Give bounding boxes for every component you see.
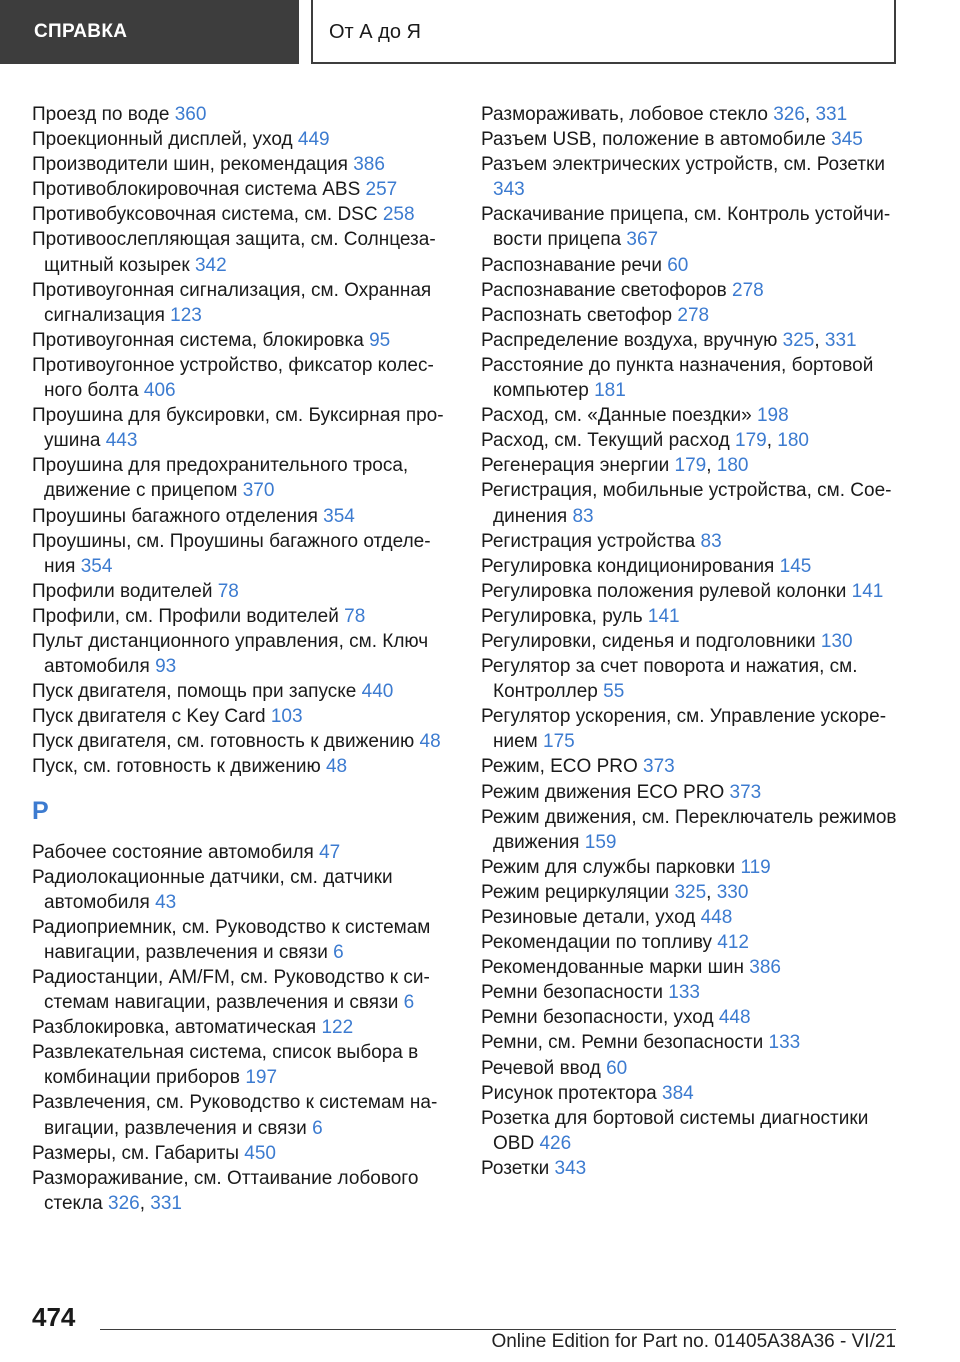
page-ref-link[interactable]: 179 xyxy=(735,430,767,452)
subsection-tab[interactable]: От А до Я xyxy=(311,0,896,64)
page-ref-link[interactable]: 258 xyxy=(382,204,415,226)
index-entry xyxy=(481,278,901,303)
index-entry-text: Регулятор за счет поворота и нажатия, см. Контроллер xyxy=(481,656,858,703)
index-entry-text: Регулировка, руль xyxy=(481,605,648,627)
index-entry xyxy=(32,177,452,202)
page-ref-link[interactable]: 342 xyxy=(194,254,227,276)
index-entry-text: Размораживание, см. Оттаивание лобового стекла xyxy=(32,1167,419,1214)
page-ref-link[interactable]: 345 xyxy=(831,129,863,151)
index-letter-heading: Р xyxy=(32,796,49,825)
index-entry-text: Пуск, см. готовность к движению xyxy=(32,756,326,778)
index-entry xyxy=(32,1040,452,1090)
index-entry xyxy=(481,554,901,579)
index-entry-text: Расстояние до пункта назначения, бортовой компьютер xyxy=(481,354,874,402)
page-ref-link[interactable]: 6 xyxy=(403,992,415,1014)
page-ref-link[interactable]: 141 xyxy=(647,605,680,627)
index-entry: Размораживание, см. Оттаивание лобового стекла 326, 331 xyxy=(32,1167,419,1214)
page-ref-link[interactable]: 48 xyxy=(325,756,348,778)
index-entry xyxy=(32,729,452,754)
index-entry xyxy=(32,604,452,629)
page-ref-link[interactable]: 179 xyxy=(674,455,707,477)
index-entry xyxy=(481,202,901,252)
page-ref-link[interactable]: 119 xyxy=(740,856,771,878)
index-entry-text: Развлечения, см. Руководство к системам навигации, развлечения и связи xyxy=(32,1092,438,1139)
page-ref-link[interactable]: 325 xyxy=(782,329,815,351)
page-ref-link[interactable]: 257 xyxy=(365,179,398,201)
page-ref-link[interactable]: 6 xyxy=(312,1117,323,1139)
page-ref-link[interactable]: 440 xyxy=(361,681,394,703)
index-entry xyxy=(481,604,901,629)
index-entry-text: Регистрация, мобильные устройства, см. Соединения xyxy=(481,480,892,527)
index-entry-text: Ремни, см. Ремни безопасности xyxy=(481,1032,769,1054)
index-entry-text: Пуск двигателя, см. готовность к движению xyxy=(32,731,420,753)
index-entry: Размораживать, лобовое стекло 326, 331 xyxy=(481,104,848,125)
page-ref-link[interactable]: 331 xyxy=(815,104,848,125)
index-entry-text: Радиолокационные датчики, см. датчики автомобиля xyxy=(32,866,393,913)
page-ref-link[interactable]: 60 xyxy=(667,254,689,276)
index-entry xyxy=(481,1106,901,1156)
page-ref-link[interactable]: 180 xyxy=(777,430,809,452)
index-entry-text: Противобуксовочная система, см. DSC xyxy=(32,204,383,226)
page-ref-link[interactable]: 373 xyxy=(643,756,675,778)
page-ref-link[interactable]: 103 xyxy=(270,706,303,728)
index-entry xyxy=(481,1056,901,1081)
index-entry xyxy=(32,1090,452,1140)
page-ref-link[interactable]: 331 xyxy=(824,329,857,351)
page-ref-link[interactable]: 43 xyxy=(155,891,177,913)
index-entry-text: Размораживать, лобовое стекло xyxy=(481,104,774,125)
index-entry xyxy=(32,227,452,277)
page-ref-link[interactable]: 60 xyxy=(606,1057,628,1079)
page-ref-link[interactable]: 133 xyxy=(768,1032,801,1054)
index-entry xyxy=(32,202,452,227)
index-entry-text: Размеры, см. Габариты xyxy=(32,1142,245,1164)
index-entry xyxy=(32,152,452,177)
page-ref-link[interactable]: 181 xyxy=(594,380,626,402)
page-ref-link[interactable]: 6 xyxy=(333,941,344,963)
index-entry xyxy=(481,152,901,202)
index-entry-text: Разъем USB, положение в автомобиле xyxy=(481,129,832,151)
page-ref-link[interactable]: 55 xyxy=(603,681,625,703)
index-entry xyxy=(32,453,452,503)
page-ref-link[interactable]: 197 xyxy=(245,1067,278,1089)
index-entry-text: Регулировка положения рулевой колонки xyxy=(481,580,852,602)
page-ref-link[interactable]: 426 xyxy=(539,1132,572,1154)
index-entry xyxy=(481,478,901,528)
index-entry xyxy=(481,403,901,428)
index-entry-text: Противоослепляющая защита, см. Солнцезащитный козырек xyxy=(32,229,436,276)
index-entry xyxy=(32,629,452,679)
page-ref-link[interactable]: 95 xyxy=(369,329,391,351)
index-entry-text: Резиновые детали, уход xyxy=(481,907,701,928)
page-ref-link[interactable]: 198 xyxy=(756,405,789,427)
index-entry-text: Режим рециркуляции xyxy=(481,881,675,903)
page-header xyxy=(0,0,960,66)
index-entry xyxy=(32,504,452,529)
index-entry-text: Разблокировка, автоматическая xyxy=(32,1017,322,1039)
index-entry-text: Противоугонная сигнализация, см. Охранная сигнализация xyxy=(32,279,432,326)
page-ref-link[interactable]: 48 xyxy=(419,731,441,753)
index-entry xyxy=(32,679,452,704)
page-ref-link[interactable]: 384 xyxy=(662,1082,694,1104)
index-entry-text: Проушины, см. Проушины багажного отделения xyxy=(32,530,431,577)
index-entry-text: Проушина для буксировки, см. Буксирная проушина xyxy=(32,405,444,452)
index-entry-text: Розетка для бортовой системы диагностики OBD xyxy=(481,1107,869,1154)
index-entry-text: Пуск двигателя с Key Card xyxy=(32,706,271,728)
index-entry-text: Распределение воздуха, вручную xyxy=(481,329,783,351)
index-entry xyxy=(481,855,901,880)
index-entry-text: Регистрация устройства xyxy=(481,530,701,552)
index-entry-text: Регулятор ускорения, см. Управление ускорением xyxy=(481,706,887,753)
page-ref-link[interactable]: 370 xyxy=(242,480,275,502)
page-ref-link[interactable]: 47 xyxy=(319,841,341,863)
page-ref-link[interactable]: 159 xyxy=(584,831,617,853)
page-ref-link[interactable]: 325 xyxy=(674,881,707,903)
index-entry-text: Ремни безопасности xyxy=(481,982,669,1004)
index-entry xyxy=(32,579,452,604)
index-entry-text: Пульт дистанционного управления, см. Ключ автомобиля xyxy=(32,630,429,678)
index-entry xyxy=(481,704,901,754)
index-entry-text: Проушина для предохранительного троса, движение с прицепом xyxy=(32,455,409,502)
index-entry xyxy=(32,704,452,729)
index-entry xyxy=(481,955,901,980)
index-entry xyxy=(32,754,452,779)
page-ref-link[interactable]: 406 xyxy=(143,380,176,402)
index-entry-text: Распознать светофор xyxy=(481,304,678,326)
index-entry xyxy=(481,754,901,779)
index-entry xyxy=(32,102,452,127)
index-entry-text: Ремни безопасности, уход xyxy=(481,1007,719,1029)
page-ref-link[interactable]: 386 xyxy=(353,154,385,176)
page-ref-link[interactable]: 443 xyxy=(105,430,138,452)
page-ref-link[interactable]: 326 xyxy=(108,1192,140,1214)
index-entry: Расход, см. Текущий расход 179, 180 xyxy=(481,430,809,452)
page-ref-link[interactable]: 133 xyxy=(668,982,700,1004)
page-ref-link[interactable]: 145 xyxy=(779,555,812,577)
index-entry-text: Регулировки, сиденья и подголовники xyxy=(481,630,821,652)
page-ref-link[interactable]: 343 xyxy=(493,179,525,201)
index-entry xyxy=(481,1081,901,1106)
index-entry-text: Режим движения, см. Переключатель режимов движения xyxy=(481,806,897,853)
index-entry-text: Противоблокировочная система ABS xyxy=(32,179,366,201)
page-ref-link[interactable]: 373 xyxy=(729,781,762,803)
index-entry-text: Проушины багажного отделения xyxy=(32,505,324,527)
index-entry-text: Профили, см. Профили водителей xyxy=(32,605,345,627)
index-entry-text: Противоугонная система, блокировка xyxy=(32,329,370,351)
index-entry-text: Режим, ECO PRO xyxy=(481,756,644,778)
page-ref-link[interactable]: 278 xyxy=(732,279,764,301)
page-ref-link[interactable]: 83 xyxy=(700,530,722,552)
page-ref-link[interactable]: 354 xyxy=(80,555,113,577)
page-ref-link[interactable]: 78 xyxy=(344,605,366,627)
index-entry: Распределение воздуха, вручную 325, 331 xyxy=(481,329,857,351)
index-entry: Регенерация энергии 179, 180 xyxy=(481,455,749,477)
index-entry xyxy=(32,915,452,965)
page-ref-link[interactable]: 123 xyxy=(170,304,202,326)
page-ref-link[interactable]: 278 xyxy=(677,304,710,326)
index-entry-text: Противоугонное устройство, фиксатор колесного болта xyxy=(32,354,434,402)
index-entry-text: Рабочее состояние автомобиля xyxy=(32,841,320,863)
index-entry xyxy=(32,1015,452,1040)
index-entry xyxy=(481,629,901,654)
page-ref-link[interactable]: 343 xyxy=(554,1157,587,1179)
page-number: 474 xyxy=(32,1302,76,1332)
index-entry-text: Разъем электрических устройств, см. Розетки xyxy=(481,154,885,176)
page-ref-link[interactable]: 448 xyxy=(718,1007,751,1029)
index-entry-text: Распознавание речи xyxy=(481,254,668,276)
index-entry xyxy=(32,965,452,1015)
page-ref-link[interactable]: 141 xyxy=(851,580,884,602)
page-ref-link[interactable]: 130 xyxy=(820,630,853,652)
index-column-right xyxy=(481,102,901,1181)
index-entry-text: Регулировка кондиционирования xyxy=(481,555,780,577)
index-entry-text: Раскачивание прицепа, см. Контроль устойчивости прицепа xyxy=(481,204,891,251)
index-entry xyxy=(481,654,901,704)
edition-label: Online Edition for Part no. 01405A38A36 - VI/21 xyxy=(491,1331,896,1352)
index-entry xyxy=(481,353,901,403)
section-tab[interactable]: СПРАВКА xyxy=(0,0,299,64)
footer-divider xyxy=(100,1329,896,1330)
index-entry xyxy=(32,278,452,328)
index-entry xyxy=(32,328,452,353)
index-entry xyxy=(481,805,901,855)
page-ref-link[interactable]: 449 xyxy=(297,129,330,151)
index-entry xyxy=(481,579,901,604)
page-ref-link[interactable]: 326 xyxy=(773,104,805,125)
page-ref-link[interactable]: 93 xyxy=(155,656,177,678)
index-entry-text: Проезд по воде xyxy=(32,104,175,125)
page-ref-link[interactable]: 78 xyxy=(217,580,239,602)
page-ref-link[interactable]: 367 xyxy=(626,229,659,251)
index-entry xyxy=(481,1156,901,1181)
index-entry-text: Рекомендованные марки шин xyxy=(481,957,750,979)
index-entry xyxy=(481,253,901,278)
index-entry-text: Розетки xyxy=(481,1157,555,1179)
index-entry-text: Расход, см. «Данные поездки» xyxy=(481,405,757,427)
index-entry xyxy=(481,303,901,328)
page-ref-link[interactable]: 331 xyxy=(150,1192,182,1214)
index-entry xyxy=(32,840,452,865)
page-ref-link[interactable]: 450 xyxy=(244,1142,276,1164)
index-entry-text: Рисунок протектора xyxy=(481,1082,662,1104)
index-entry-text: Режим для службы парковки xyxy=(481,856,741,878)
index-entry-text: Радиостанции, AM/FM, см. Руководство к системам навигации, развлечения и связи xyxy=(32,967,430,1014)
index-entry xyxy=(32,127,452,152)
index-entry-text: Радиоприемник, см. Руководство к системам навигации, развлечения и связи xyxy=(32,916,431,963)
index-entry-text: Проекционный дисплей, уход xyxy=(32,129,298,151)
index-entry-text: Речевой ввод xyxy=(481,1057,607,1079)
index-entry xyxy=(481,780,901,805)
index-entry-text: Рекомендации по топливу xyxy=(481,932,718,954)
index-entry-text: Режим движения ECO PRO xyxy=(481,781,730,803)
page-ref-link[interactable]: 122 xyxy=(321,1017,354,1039)
page-ref-link[interactable]: 448 xyxy=(700,907,733,928)
index-entry-text: Производители шин, рекомендация xyxy=(32,154,354,176)
index-entry xyxy=(32,403,452,453)
index-entry xyxy=(481,127,901,152)
page-ref-link[interactable]: 330 xyxy=(716,881,749,903)
page-ref-link[interactable]: 386 xyxy=(749,957,781,979)
index-entry: Режим рециркуляции 325, 330 xyxy=(481,881,749,903)
page-ref-link[interactable]: 412 xyxy=(717,932,749,954)
index-entry-text: Расход, см. Текущий расход xyxy=(481,430,736,452)
index-entry-text: Регенерация энергии xyxy=(481,455,675,477)
page-ref-link[interactable]: 360 xyxy=(174,104,207,125)
index-entry xyxy=(32,1141,452,1166)
index-column-left xyxy=(32,102,452,1216)
index-entry xyxy=(481,1030,901,1055)
page-ref-link[interactable]: 180 xyxy=(716,455,749,477)
index-entry-text: Профили водителей xyxy=(32,580,218,602)
page-ref-link[interactable]: 175 xyxy=(543,731,575,753)
index-entry xyxy=(481,1005,901,1030)
index-entry xyxy=(481,930,901,955)
page-ref-link[interactable]: 354 xyxy=(323,505,355,527)
index-entry xyxy=(481,529,901,554)
index-entry xyxy=(481,980,901,1005)
index-entry xyxy=(32,529,452,579)
index-entry-text: Развлекательная система, список выбора в комбинации приборов xyxy=(32,1042,419,1089)
index-entry-text: Пуск двигателя, помощь при запуске xyxy=(32,681,362,703)
index-entry xyxy=(32,353,452,403)
page-ref-link[interactable]: 83 xyxy=(572,505,594,527)
index-entry xyxy=(32,865,452,915)
index-entry-text: Распознавание светофоров xyxy=(481,279,732,301)
index-entry xyxy=(481,905,901,930)
